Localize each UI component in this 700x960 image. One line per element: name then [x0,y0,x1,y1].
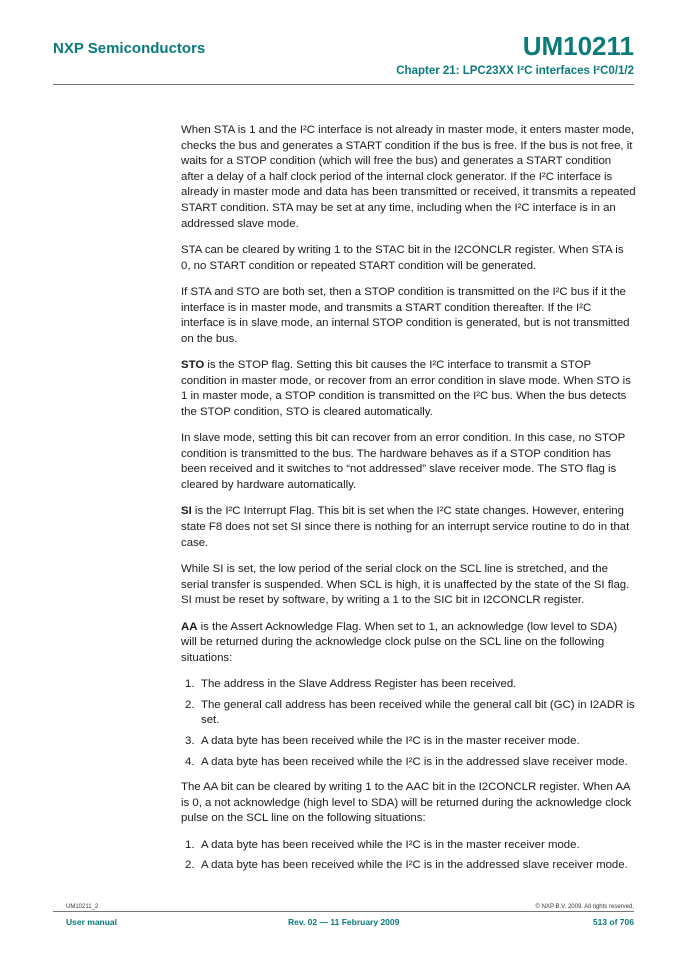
list-item [181,698,636,729]
list-item [181,858,636,874]
header-divider [53,84,634,85]
list-number: 2. [185,698,195,711]
footer-doc-type: User manual [66,917,118,927]
list-item [181,838,636,854]
paragraph-si-flag [181,504,636,551]
list-number: 1. [185,678,195,691]
paragraph-aa-flag [181,620,636,667]
list-number: 3. [185,734,195,747]
list-item [181,677,636,693]
list-number: 4. [185,755,195,768]
page-number: 513 of 706 [592,917,634,927]
paragraph-aa-clear: The AA bit can be cleared by writing 1 to the AAC bit in the I2CONCLR register. When AA is 0, a not acknowledge (high level to SDA) will be returned during the acknowledge clock pulse on the SCL line on the following situations: [181,781,632,825]
footer-divider [53,911,634,912]
document-id: UM10211 [522,31,634,61]
footer-revision: Rev. 02 — 11 February 2009 [288,917,400,927]
paragraph-sto-slave: In slave mode, setting this bit can recover from an error condition. In this case, no STOP condition is transmitted to the bus. The hardware behaves as if a STOP condition has been received and it switches to “not addressed” slave receiver mode. The STO flag is cleared by hardware automatically. [181,432,626,492]
list-text: A data byte has been received while the I²C is in the master receiver mode. [201,734,580,747]
paragraph-sto-flag [181,358,636,420]
ack-situations-list [181,677,636,770]
list-text: The address in the Slave Address Register has been received. [201,678,517,691]
list-text: The general call address has been received while the general call bit (GC) in I2ADR is set. [201,698,635,727]
sto-description: is the STOP flag. Setting this bit causes the I²C interface to transmit a STOP condition in master mode, or recover from an error condition in slave mode. When STO is 1 in master mode, a STOP condition is transmitted on the I²C bus. When the bus detects the STOP condition, STO is cleared automatically. [181,359,631,418]
term-si: SI [181,505,192,518]
aa-description: is the Assert Acknowledge Flag. When set to 1, an acknowledge (low level to SDA) will be returned during the acknowledge clock pulse on the SCL line on the following situations: [181,620,618,664]
term-sto: STO [181,359,205,372]
list-item [181,755,636,771]
list-text: A data byte has been received while the I²C is in the addressed slave receiver mode. [201,859,628,872]
si-description: is the I²C Interrupt Flag. This bit is set when the I²C state changes. However, entering state F8 does not set SI since there is nothing for an interrupt service routine to do in that case. [181,505,630,549]
paragraph-sta-clear: STA can be cleared by writing 1 to the STAC bit in the I2CONCLR register. When STA is 0, no START condition or repeated START condition will be generated. [181,243,624,272]
term-aa: AA [181,620,198,633]
list-text: A data byte has been received while the I²C is in the addressed slave receiver mode. [201,755,628,768]
company-name: NXP Semiconductors [53,40,206,57]
list-text: A data byte has been received while the I²C is in the master receiver mode. [201,838,580,851]
paragraph-si-clock: While SI is set, the low period of the serial clock on the SCL line is stretched, and the serial transfer is suspended. When SCL is high, it is unaffected by the state of the SI flag. SI must be reset by software, by writing a 1 to the SIC bit in I2CONCLR register. [181,563,630,607]
list-item [181,734,636,750]
list-number: 1. [185,838,195,851]
page-body [181,123,636,884]
paragraph-sta-set: When STA is 1 and the I²C interface is not already in master mode, it enters master mode, checks the bus and generates a START condition if the bus is free. If the bus is not free, it waits for a STOP condition (which will free the bus) and generates a START condition after a delay of a half clock period of the internal clock generator. If the I²C interface is already in master mode and data has been transmitted or received, it transmits a repeated START condition. STA may be set at any time, including when the I²C interface is in an addressed slave mode. [181,124,636,230]
footer-copyright: © NXP B.V. 2009. All rights reserved. [535,904,634,910]
chapter-title: Chapter 21: LPC23XX I²C interfaces I²C0/1/2 [396,65,634,77]
footer-doc-code: UM10211_2 [66,904,99,910]
list-number: 2. [185,859,195,872]
paragraph-sta-sto-both: If STA and STO are both set, then a STOP condition is transmitted on the I²C bus if it the interface is in master mode, and transmits a START condition thereafter. If the I²C interface is in slave mode, an internal STOP condition is generated, but is not transmitted on the bus. [181,285,630,345]
nack-situations-list [181,838,636,874]
